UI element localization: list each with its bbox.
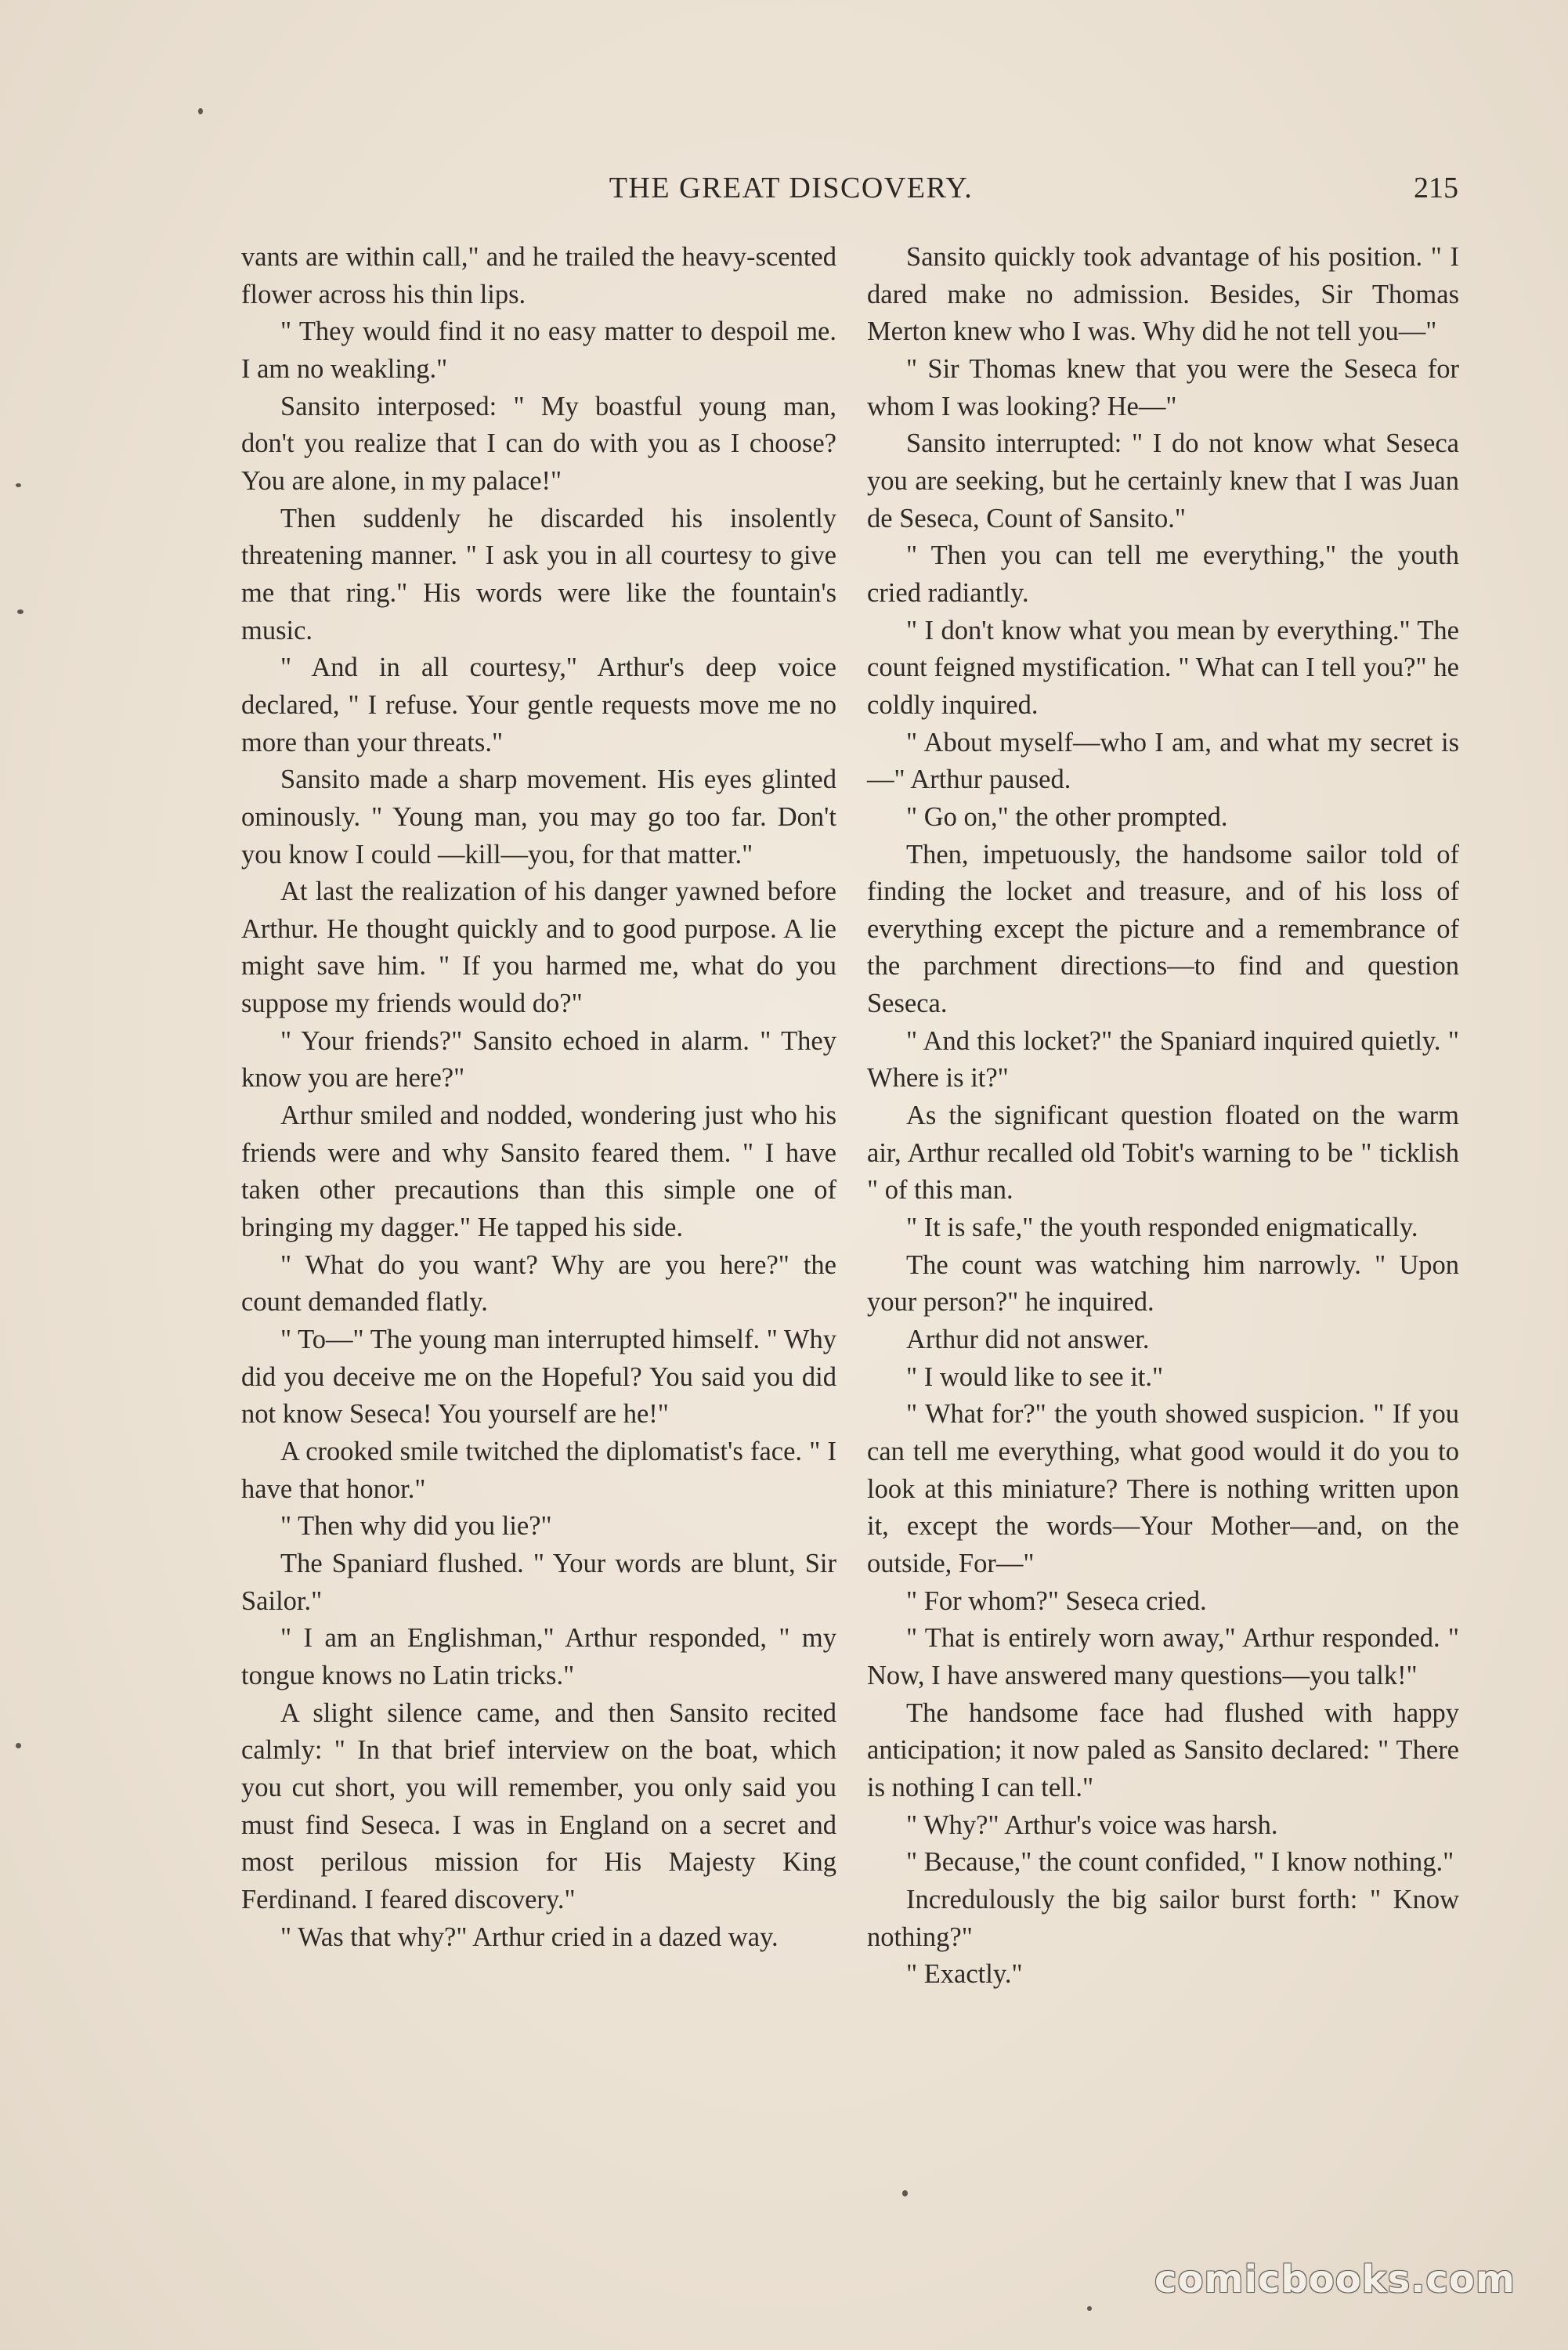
paragraph: " I don't know what you mean by everything." The count feigned mystification. " What can I tell you?" he coldly inquired.: [867, 615, 1459, 720]
paragraph: " Because," the count confided, " I know nothing.": [906, 1847, 1454, 1878]
paragraph: Arthur smiled and nodded, wondering just who his friends were and why Sansito feared them. " I have taken other precautions than this simple one of bringing my dagger." He tapped his side.: [241, 1101, 836, 1243]
paragraph: " I would like to see it.": [906, 1361, 1164, 1392]
paragraph: The Spaniard flushed. " Your words are blunt, Sir Sailor.": [241, 1548, 836, 1616]
paragraph: " Why?" Arthur's voice was harsh.: [906, 1810, 1278, 1840]
paragraph: " About myself—who I am, and what my secret is—" Arthur paused.: [867, 727, 1459, 795]
paragraph: " Then why did you lie?": [280, 1511, 552, 1542]
paragraph: The handsome face had flushed with happy anticipation; it now paled as Sansito declared: " There is nothing I can tell.": [867, 1697, 1459, 1802]
paper-speck: [16, 1743, 21, 1748]
paper-speck: [17, 609, 23, 614]
paragraph: Sansito interrupted: " I do not know what Seseca you are seeking, but he certainly knew that I was Juan de Seseca, Count of Sansito.": [867, 428, 1459, 533]
paragraph: " And this locket?" the Spaniard inquired quietly. " Where is it?": [867, 1025, 1459, 1094]
paragraph: At last the realization of his danger yawned before Arthur. He thought quickly and to good purpose. A lie might save him. " If you harmed me, what do you suppose my friends would do?": [241, 877, 836, 1019]
page-number: 215: [1414, 172, 1458, 204]
paragraph: " Go on," the other prompted.: [906, 801, 1228, 832]
paragraph: " For whom?" Seseca cried.: [906, 1585, 1207, 1616]
running-head: THE GREAT DISCOVERY.: [609, 172, 974, 204]
left-column: [241, 239, 836, 1956]
paragraph: " Sir Thomas knew that you were the Seseca for whom I was looking? He—": [867, 353, 1459, 421]
paper-speck: [902, 2190, 908, 2196]
paragraph: Then, impetuously, the handsome sailor told of finding the locket and treasure, and of his loss of everything except the picture and a remembrance of the parchment directions—to find and question Seseca.: [867, 839, 1459, 1019]
paragraph: Sansito made a sharp movement. His eyes glinted ominously. " Young man, you may go too far. Don't you know I could —kill—you, for that matter.": [241, 765, 836, 870]
paper-speck: [198, 108, 203, 114]
paragraph: " That is entirely worn away," Arthur responded. " Now, I have answered many questions—you talk!": [867, 1623, 1459, 1690]
paragraph: " Was that why?" Arthur cried in a dazed way.: [280, 1922, 779, 1952]
paragraph: vants are within call," and he trailed the heavy-scented flower across his thin lips.: [241, 242, 836, 309]
paper-speck: [1087, 2306, 1092, 2311]
paragraph: " They would find it no easy matter to despoil me. I am no weakling.": [241, 316, 836, 384]
paragraph: A crooked smile twitched the diplomatist's face. " I have that honor.": [241, 1437, 836, 1504]
paragraph: " To—" The young man interrupted himself. " Why did you deceive me on the Hopeful? You said you did not know Seseca! You yourself are he!": [241, 1325, 836, 1430]
paragraph: " What for?" the youth showed suspicion. " If you can tell me everything, what good would it do you to look at this miniature? There is nothing written upon it, except the words—Your Mother—and, on the outside, For—": [867, 1399, 1459, 1578]
right-column: [867, 239, 1459, 1994]
paragraph: " I am an Englishman," Arthur responded, " my tongue knows no Latin tricks.": [241, 1623, 836, 1690]
paragraph: " Then you can tell me everything," the youth cried radiantly.: [867, 540, 1459, 608]
paragraph: The count was watching him narrowly. " Upon your person?" he inquired.: [867, 1249, 1459, 1318]
paper-speck: [16, 483, 21, 487]
paragraph: " It is safe," the youth responded enigmatically.: [906, 1213, 1418, 1243]
paragraph: " Exactly.": [906, 1959, 1023, 1990]
paragraph: A slight silence came, and then Sansito recited calmly: " In that brief interview on the boat, which you cut short, you will remember, you only said you must find Seseca. I was in England on a secret and most perilous mission for His Majesty King Ferdinand. I feared discovery.": [241, 1697, 836, 1914]
paragraph: Sansito quickly took advantage of his position. " I dared make no admission. Besides, Sir Thomas Merton knew who I was. Why did he not tell you—": [867, 242, 1459, 347]
paragraph: " Your friends?" Sansito echoed in alarm. " They know you are here?": [241, 1025, 836, 1094]
paragraph: Arthur did not answer.: [906, 1325, 1150, 1355]
watermark: comicbooks.com: [1154, 2258, 1516, 2301]
paragraph: As the significant question floated on the warm air, Arthur recalled old Tobit's warning to be " ticklish " of this man.: [867, 1101, 1459, 1206]
paragraph: Incredulously the big sailor burst forth: " Know nothing?": [867, 1884, 1459, 1952]
paragraph: " What do you want? Why are you here?" the count demanded flatly.: [241, 1249, 836, 1318]
paragraph: Sansito interposed: " My boastful young man, don't you realize that I can do with you as I choose? You are alone, in my palace!": [241, 391, 836, 496]
paragraph: " And in all courtesy," Arthur's deep voice declared, " I refuse. Your gentle requests move me no more than your threats.": [241, 653, 836, 757]
paragraph: Then suddenly he discarded his insolently threatening manner. " I ask you in all courtesy to give me that ring." His words were like the fountain's music.: [241, 503, 836, 645]
